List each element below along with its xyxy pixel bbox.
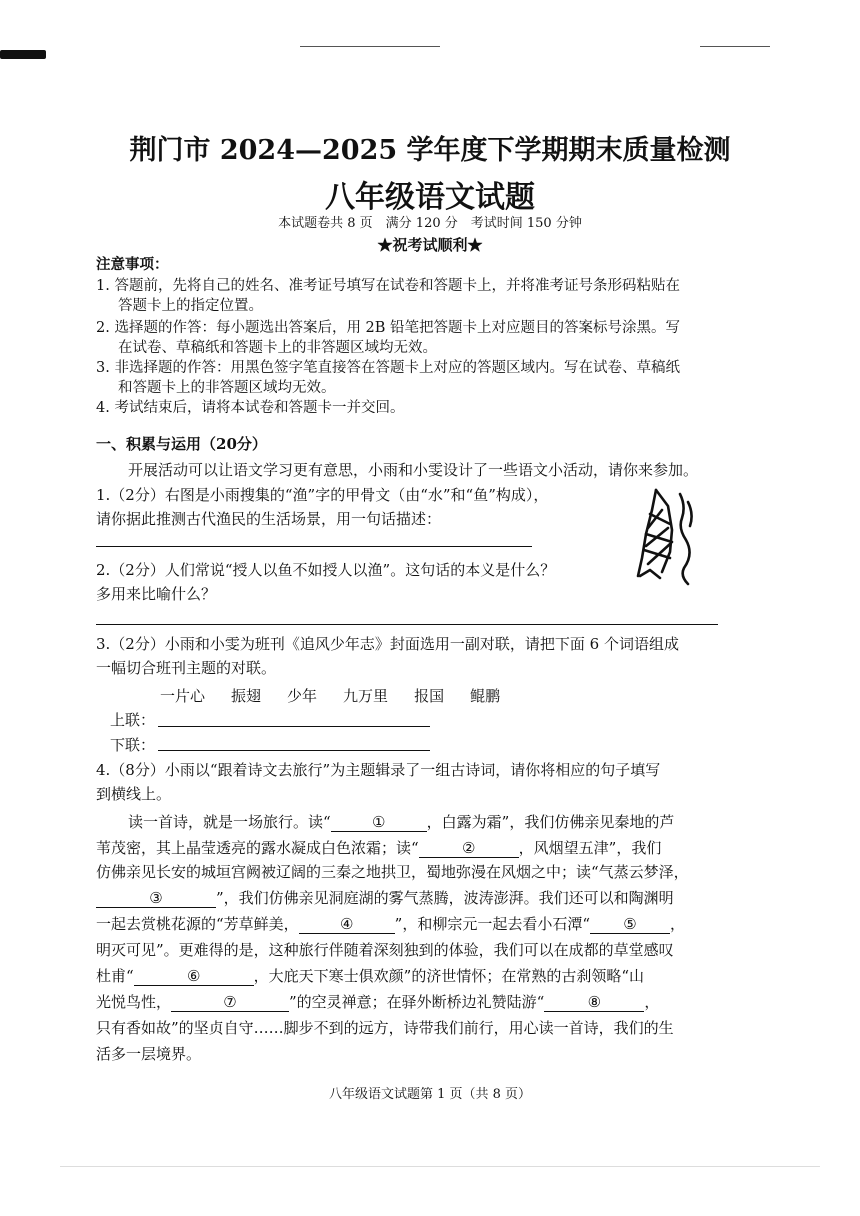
upper-couplet-answer-line[interactable] [158,726,430,727]
q4-paragraph-line: 仿佛亲见长安的城垣宫阙被辽阔的三秦之地拱卫，蜀地弥漫在风烟之中；读“气蒸云梦泽， [96,863,689,881]
section-intro: 开展活动可以让语文学习更有意思，小雨和小雯设计了一些语文小活动，请你来参加。 [128,461,699,479]
blessing: ★祝考试顺利★ [377,236,483,254]
passage-text: 苇茂密，其上晶莹透亮的露水凝成白色浓霜；读“ [96,839,419,857]
exam-title: 荆门市 2024—2025 学年度下学期期末质量检测 [129,135,731,166]
q2-answer-line[interactable] [96,624,718,625]
word-option: 振翅 [231,687,262,705]
word-option: 报国 [414,687,445,705]
exam-info: 本试题卷共 8 页 满分 120 分 考试时间 150 分钟 [278,216,582,231]
q1-line: 1.（2分）右图是小雨搜集的“渔”字的甲骨文（由“水”和“鱼”构成）， [96,486,549,504]
scan-mark [0,50,46,59]
q4-paragraph-line [96,838,661,858]
q4-paragraph-line: 活多一层境界。 [96,1045,202,1063]
q4-paragraph-line: 明灭可见”。更难得的是，这种旅行伴随着深刻独到的体验，我们可以在成都的草堂感叹 [96,941,674,959]
q3-word-list [160,686,526,706]
upper-couplet-label: 上联： [110,711,156,729]
q2-line: 多用来比喻什么？ [96,585,217,603]
blank-4[interactable]: ④ [299,915,395,934]
note-line: 在试卷、草稿纸和答题卡上的非答题区域均无效。 [118,340,437,356]
word-option: 鲲鹏 [470,687,501,705]
q4-paragraph-line: 只有香如故”的坚贞自守……脚步不到的远方，诗带我们前行，用心读一首诗，我们的生 [96,1019,674,1037]
q4-line: 到横线上。 [96,785,172,803]
word-option: 少年 [287,687,318,705]
q2-line: 2.（2分）人们常说“授人以鱼不如授人以渔”。这句话的本义是什么？ [96,561,556,579]
exam-subtitle: 八年级语文试题 [325,180,535,215]
passage-text: ，白露为霜”，我们仿佛亲见秦地的芦 [426,813,675,831]
passage-text: ”，我们仿佛亲见洞庭湖的雾气蒸腾，波涛澎湃。我们还可以和陶渊明 [216,889,674,907]
word-option: 九万里 [343,687,389,705]
q4-paragraph-line [96,888,674,908]
word-option: 一片心 [160,687,206,705]
blank-8[interactable]: ⑧ [544,993,644,1012]
note-line: 4. 考试结束后，请将本试卷和答题卡一并交回。 [96,400,405,416]
blank-3[interactable]: ③ [96,889,216,908]
note-line: 答题卡上的指定位置。 [118,298,263,314]
blank-7[interactable]: ⑦ [171,993,289,1012]
blank-2[interactable]: ② [419,839,519,858]
note-line: 和答题卡上的非答题区域均无效。 [118,380,336,396]
passage-text: ，大庇天下寒士俱欢颜”的济世情怀；在常熟的古刹领略“山 [253,967,645,985]
q4-paragraph-line [128,812,674,832]
q3-line: 一幅切合班刊主题的对联。 [96,659,277,677]
scan-line [700,46,770,47]
scan-line [60,1166,820,1167]
q4-paragraph-line [96,914,685,934]
passage-text: 读一首诗，就是一场旅行。读“ [128,813,331,831]
passage-text: 杜甫“ [96,967,134,985]
section-heading: 一、积累与运用（20分） [96,435,267,453]
scan-line [300,46,440,47]
q1-answer-line[interactable] [96,546,532,547]
page-footer: 八年级语文试题第 1 页（共 8 页） [328,1087,532,1102]
lower-couplet-answer-line[interactable] [158,750,430,751]
passage-text: ， [670,915,686,933]
note-line: 3. 非选择题的作答：用黑色签字笔直接答在答题卡上对应的答题区域内。写在试卷、草稿纸 [96,360,680,376]
passage-text: ， [644,993,660,1011]
q3-line: 3.（2分）小雨和小雯为班刊《追风少年志》封面选用一副对联，请把下面 6 个词语组成 [96,635,679,653]
q1-line: 请你据此推测古代渔民的生活场景，用一句话描述： [96,510,442,528]
q4-line: 4.（8分）小雨以“跟着诗文去旅行”为主题辑录了一组古诗词，请你将相应的句子填写 [96,761,661,779]
passage-text: ”，和柳宗元一起去看小石潭“ [394,915,591,933]
notes-heading: 注意事项： [96,256,169,273]
q4-paragraph-line [96,992,659,1012]
q4-paragraph-line [96,966,644,986]
oracle-bone-fish-glyph [632,484,700,588]
passage-text: 一起去赏桃花源的“芳草鲜美， [96,915,299,933]
passage-text: 光悦鸟性， [96,993,172,1011]
passage-text: ，风烟望五津”，我们 [518,839,662,857]
passage-text: ”的空灵禅意；在驿外断桥边礼赞陆游“ [289,993,545,1011]
blank-5[interactable]: ⑤ [590,915,670,934]
note-line: 1. 答题前，先将自己的姓名、准考证号填写在试卷和答题卡上，并将准考证号条形码粘贴在 [96,278,680,294]
lower-couplet-label: 下联： [110,736,156,754]
note-line: 2. 选择题的作答：每小题选出答案后，用 2B 铅笔把答题卡上对应题目的答案标号涂黑。写 [96,320,681,336]
blank-6[interactable]: ⑥ [134,967,254,986]
blank-1[interactable]: ① [331,813,427,832]
